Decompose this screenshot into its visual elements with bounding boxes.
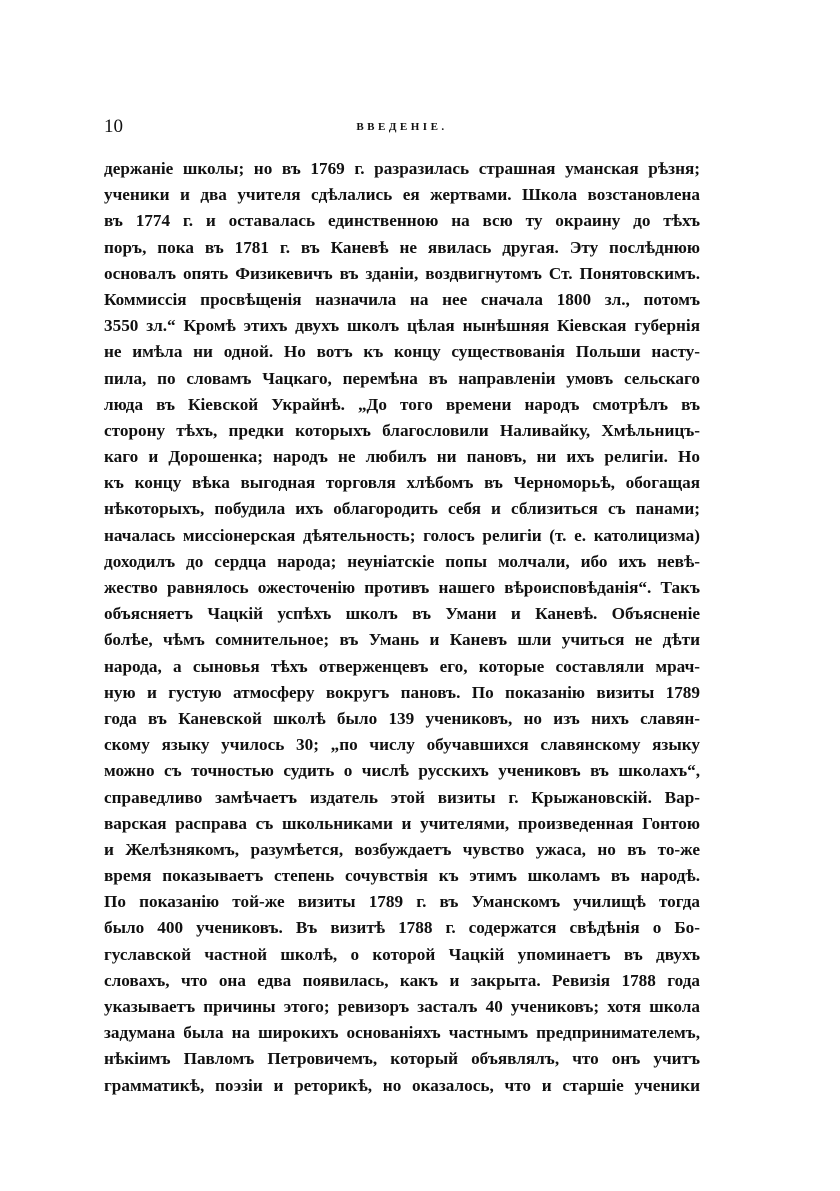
text-line: было 400 учениковъ. Въ визитѣ 1788 г. содержатся свѣдѣнія о Бо- xyxy=(104,918,700,938)
text-line: задумана была на широкихъ основаніяхъ частнымъ предпринимателемъ, xyxy=(104,1023,700,1043)
text-line: словахъ, что она едва появилась, какъ и закрыта. Ревизія 1788 года xyxy=(104,970,700,990)
body-text xyxy=(104,156,700,1099)
text-line: въ 1774 г. и оставалась единственною на всю ту окраину до тѣхъ xyxy=(104,211,700,231)
text-line: поръ, пока въ 1781 г. въ Каневѣ не явилась другая. Эту послѣднюю xyxy=(104,237,700,257)
text-line: указываетъ причины этого; ревизоръ засталъ 40 учениковъ; хотя школа xyxy=(104,997,700,1016)
text-line: не имѣла ни одной. Но вотъ къ концу существованія Польши насту- xyxy=(104,342,700,362)
text-line: можно съ точностью судить о числѣ русскихъ учениковъ въ школахъ“, xyxy=(104,761,700,781)
text-line: По показанію той-же визиты 1789 г. въ Уманскомъ училищѣ тогда xyxy=(104,892,700,912)
text-line: скому языку училось 30; „по числу обучавшихся славянскому языку xyxy=(104,735,700,755)
text-line: доходилъ до сердца народа; неуніатскіе попы молчали, ибо ихъ невѣ- xyxy=(104,551,700,571)
text-line: держаніе школы; но въ 1769 г. разразилась страшная уманская рѣзня; xyxy=(104,159,700,178)
text-line: основалъ опять Физикевичъ въ зданіи, воздвигнутомъ Ст. Понятовскимъ. xyxy=(104,263,700,283)
text-line: варская расправа съ школьниками и учителями, произведенная Гонтою xyxy=(104,813,700,833)
text-line: объясняетъ Чацкій успѣхъ школъ въ Умани и Каневѣ. Объясненіе xyxy=(104,604,700,624)
text-line: къ концу вѣка выгодная торговля хлѣбомъ въ Черноморьѣ, обогащая xyxy=(104,473,700,493)
text-line: гуславской частной школѣ, о которой Чацкій упоминаетъ въ двухъ xyxy=(104,944,700,964)
text-line: ученики и два учителя сдѣлались ея жертвами. Школа возстановлена xyxy=(104,185,700,205)
running-title: ВВЕДЕНІЕ. xyxy=(356,121,448,133)
text-line: сторону тѣхъ, предки которыхъ благословили Наливайку, Хмѣльницъ- xyxy=(104,420,700,440)
text-line: каго и Дорошенка; народъ не любилъ ни пановъ, ни ихъ религіи. Но xyxy=(104,447,700,467)
text-line: нѣкоторыхъ, побудила ихъ облагородить себя и сблизиться съ панами; xyxy=(104,499,700,519)
text-line: Коммиссія просвѣщенія назначила на нее сначала 1800 зл., потомъ xyxy=(104,289,700,309)
text-line: справедливо замѣчаетъ издатель этой визиты г. Крыжановскій. Вар- xyxy=(104,787,700,807)
text-line: и Желѣзнякомъ, разумѣется, возбуждаетъ чувство ужаса, но въ то-же xyxy=(104,839,700,859)
text-line: ную и густую атмосферу вокругъ пановъ. По показанію визиты 1789 xyxy=(104,682,700,702)
running-head xyxy=(104,114,700,144)
text-line: время показываетъ степень сочувствія къ этимъ школамъ въ народѣ. xyxy=(104,866,700,886)
text-line: года въ Каневской школѣ было 139 учениковъ, но изъ нихъ славян- xyxy=(104,708,700,728)
text-line: пила, по словамъ Чацкаго, перемѣна въ направленіи умовъ сельскаго xyxy=(104,368,700,388)
text-line: началась миссіонерская дѣятельность; голосъ религіи (т. е. католицизма) xyxy=(104,525,700,545)
text-line: болѣе, чѣмъ сомнительное; въ Умань и Каневъ шли учиться не дѣти xyxy=(104,630,700,650)
text-line: народа, а сыновья тѣхъ отверженцевъ его, которые составляли мрач- xyxy=(104,656,700,676)
text-line: грамматикѣ, поэзіи и реторикѣ, но оказалось, что и старшіе ученики xyxy=(104,1075,700,1095)
text-line: нѣкіимъ Павломъ Петровичемъ, который объявлялъ, что онъ учитъ xyxy=(104,1049,700,1069)
text-line: жество равнялось ожесточенію противъ нашего вѣроисповѣданія“. Такъ xyxy=(104,578,700,597)
page-number: 10 xyxy=(104,116,123,137)
text-line: люда въ Кіевской Украйнѣ. „До того времени народъ смотрѣлъ въ xyxy=(104,394,700,414)
text-line: 3550 зл.“ Кромѣ этихъ двухъ школъ цѣлая нынѣшняя Кіевская губернія xyxy=(104,316,700,336)
